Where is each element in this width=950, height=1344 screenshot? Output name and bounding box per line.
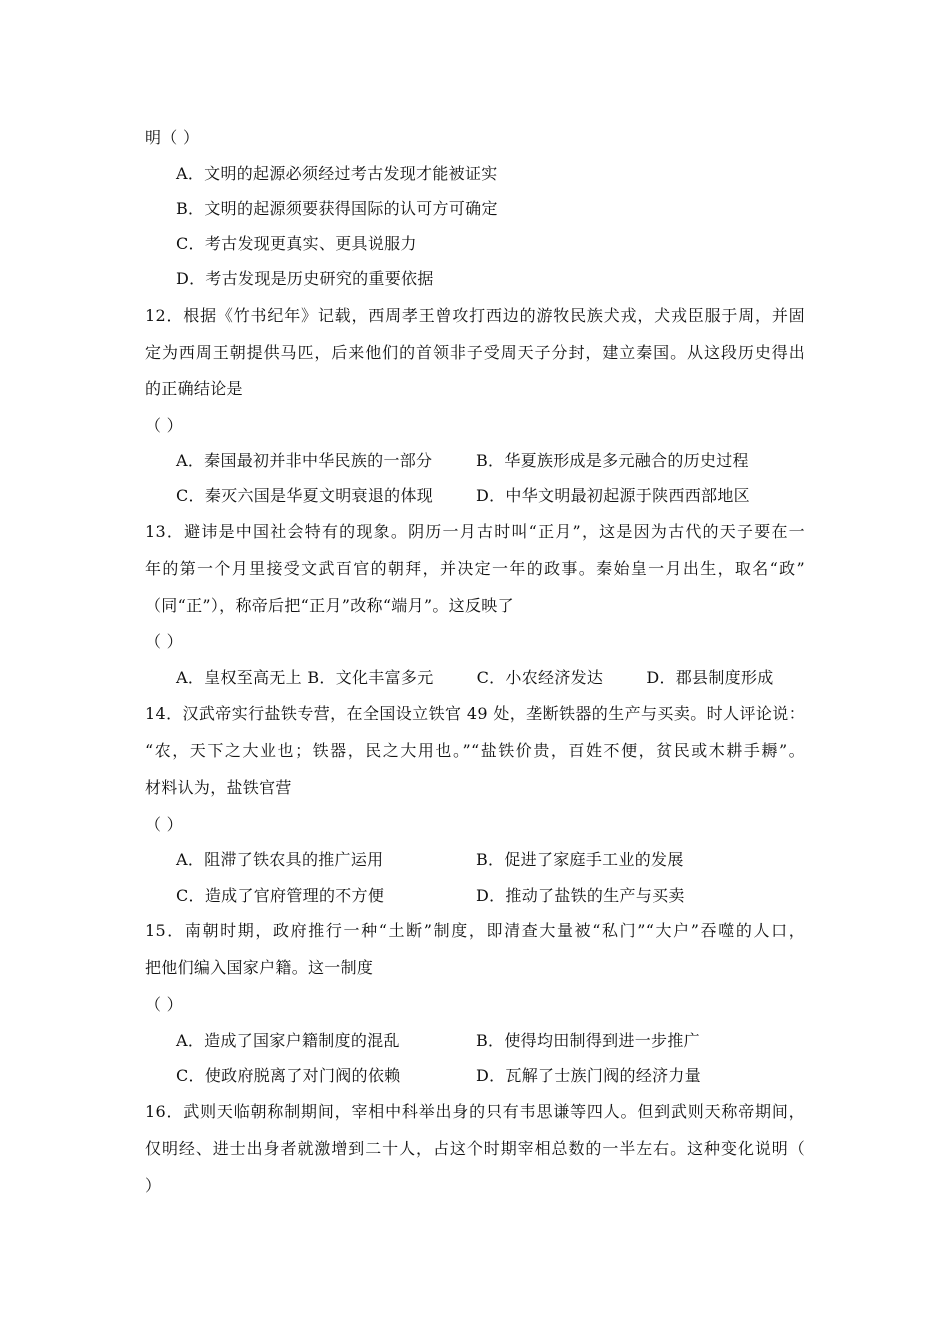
question-13-line-2: 年的第一个月里接受文武百官的朝拜，并决定一年的政事。秦始皇一月出生，取名“政” <box>145 559 805 578</box>
q12-option-c: C．秦灭六国是华夏文明衰退的体现 <box>176 486 434 505</box>
question-12-line-3: 的正确结论是 <box>145 379 243 398</box>
q12-option-d: D．中华文明最初起源于陕西西部地区 <box>476 486 750 505</box>
question-14-line-2: “农，天下之大业也；铁器，民之大用也。”“盐铁价贵，百姓不便，贫民或木耕手耨”。 <box>145 741 805 760</box>
question-11-stem-end: 明（ ） <box>145 128 200 147</box>
q15-options-row-2 <box>176 1066 702 1086</box>
question-16-line-3: ） <box>145 1176 162 1195</box>
q14-option-d: D．推动了盐铁的生产与买卖 <box>476 886 685 905</box>
q12-options-row-2 <box>176 486 750 506</box>
q14-option-a: A．阻滞了铁农具的推广运用 <box>176 850 384 869</box>
q14-options-row-2 <box>176 886 685 906</box>
question-12-line-1: 12．根据《竹书纪年》记载，西周孝王曾攻打西边的游牧民族犬戎，犬戎臣服于周，并固 <box>145 306 805 325</box>
q13-options-row: A．皇权至高无上 B．文化丰富多元 C．小农经济发达 D．郡县制度形成 <box>176 668 774 687</box>
question-16-line-2: 仅明经、进士出身者就激增到二十人，占这个时期宰相总数的一半左右。这种变化说明（ <box>145 1139 805 1158</box>
question-12-line-2: 定为西周王朝提供马匹，后来他们的首领非子受周天子分封，建立秦国。从这段历史得出 <box>145 343 805 362</box>
q15-options-row-1 <box>176 1031 700 1051</box>
q14-option-b: B．促进了家庭手工业的发展 <box>476 850 684 869</box>
q14-options-row-1 <box>176 850 684 870</box>
q15-option-a: A．造成了国家户籍制度的混乱 <box>176 1031 400 1050</box>
q14-option-c: C．造成了官府管理的不方便 <box>176 886 385 905</box>
q11-option-d: D．考古发现是历史研究的重要依据 <box>176 269 434 288</box>
q15-option-b: B．使得均田制得到进一步推广 <box>476 1031 700 1050</box>
q11-option-c: C．考古发现更真实、更具说服力 <box>176 234 417 253</box>
question-13-answer-blank: （ ） <box>145 632 183 651</box>
question-15-line-1: 15．南朝时期，政府推行一种“土断”制度，即清查大量被“私门”“大户”吞噬的人口， <box>145 921 805 940</box>
q15-option-c: C．使政府脱离了对门阀的依赖 <box>176 1066 401 1085</box>
question-12-answer-blank: （ ） <box>145 416 183 435</box>
question-15-answer-blank: （ ） <box>145 995 183 1014</box>
question-13-line-3: （同“正”），称帝后把“正月”改称“端月”。这反映了 <box>145 596 514 615</box>
q11-option-a: A．文明的起源必须经过考古发现才能被证实 <box>176 164 498 183</box>
question-14-answer-blank: （ ） <box>145 815 183 834</box>
question-16-line-1: 16．武则天临朝称制期间，宰相中科举出身的只有韦思谦等四人。但到武则天称帝期间， <box>145 1102 805 1121</box>
q15-option-d: D．瓦解了士族门阀的经济力量 <box>476 1066 702 1085</box>
question-15-line-2: 把他们编入国家户籍。这一制度 <box>145 958 374 977</box>
question-14-line-1: 14．汉武帝实行盐铁专营，在全国设立铁官 49 处，垄断铁器的生产与买卖。时人评论说： <box>145 704 805 723</box>
q12-option-b: B．华夏族形成是多元融合的历史过程 <box>476 451 749 470</box>
question-13-line-1: 13．避讳是中国社会特有的现象。阴历一月古时叫“正月”，这是因为古代的天子要在一 <box>145 522 805 541</box>
q12-options-row-1 <box>176 451 749 471</box>
q12-option-a: A．秦国最初并非中华民族的一部分 <box>176 451 433 470</box>
question-14-line-3: 材料认为，盐铁官营 <box>145 778 292 797</box>
q11-option-b: B．文明的起源须要获得国际的认可方可确定 <box>176 199 498 218</box>
